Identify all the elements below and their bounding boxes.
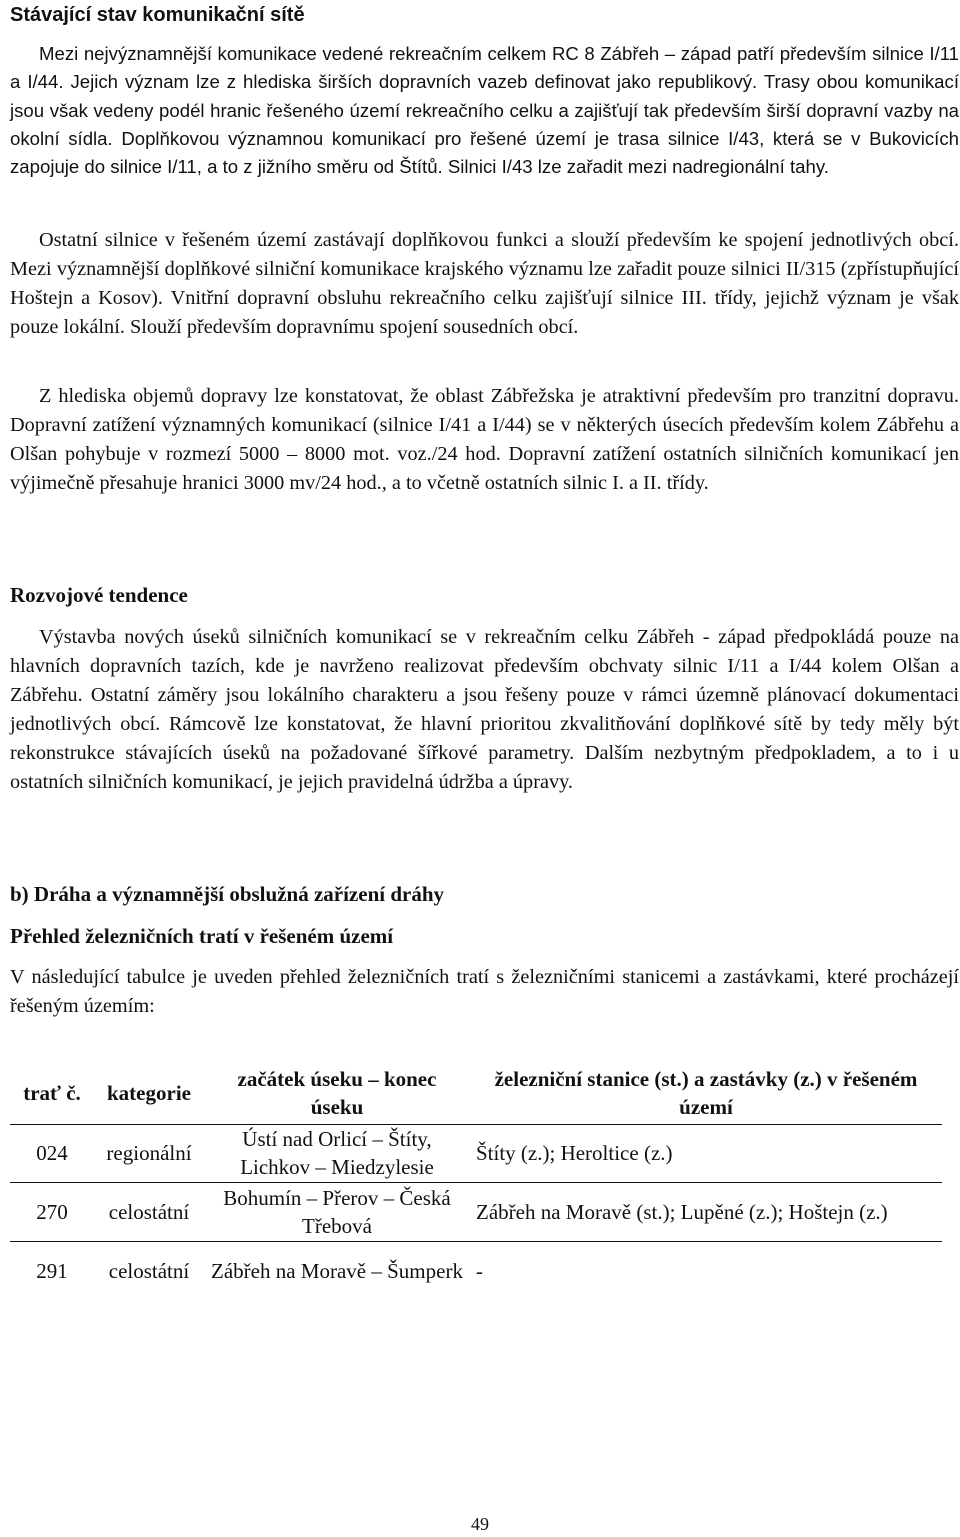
cell-line-number: 270	[36, 1199, 68, 1224]
section-title-existing-network: Stávající stav komunikační sítě	[10, 4, 305, 26]
paragraph-development: Výstavba nových úseků silničních komunikací se v rekreačním celku Zábřeh - západ předpokládá pouze na hlavních dopravních tazích, kde je navrženo realizovat především obchvaty silnic I/11 a I/44 kolem Olšan a Zábřehu. Ostatní záměry jsou lokálního charakteru a jsou řešeny pouze v rámci územně plánovací dokumentaci jednotlivých obcí. Rámcově lze konstatovat, že hlavní prioritou zkvalitňování doplňkové sítě by tedy měly být rekonstrukce stávajících úseků na požadované šířkové parametry. Dalším nezbytným předpokladem, a to i u ostatních silničních komunikací, je jejich pravidelná údržba a úpravy.	[10, 626, 959, 793]
railway-table	[10, 1062, 942, 1300]
cell-line-number: 024	[36, 1141, 68, 1165]
cell-stations: Štíty (z.); Heroltice (z.)	[476, 1141, 673, 1165]
table-row	[10, 1182, 942, 1241]
cell-category: celostátní	[108, 1199, 190, 1224]
header-stations: železniční stanice (st.) a zastávky (z.) v řešeném území	[494, 1066, 918, 1119]
cell-section: Ústí nad Orlicí – Štíty, Lichkov – Miedzylesie	[240, 1127, 434, 1179]
cell-stations: Zábřeh na Moravě (st.); Lupěné (z.); Hoštejn (z.)	[476, 1199, 888, 1224]
paragraph-major-roads: Mezi nejvýznamnější komunikace vedené rekreačním celkem RC 8 Zábřeh – západ patří především silnice I/11 a I/44. Jejich význam lze z hlediska širších dopravních vazeb definovat jako republikový. Trasy obou komunikací jsou však vedeny podél hranic řešeného území rekreačního celku a zajišťují tak především širší dopravní vazby na okolní sídla. Doplňkovou významnou komunikací pro řešené území je trasa silnice I/43, která se v Bukovicích zapojuje do silnice I/11, a to z jižního směru od Štítů. Silnici I/43 lze zařadit mezi nadregionální tahy.	[10, 43, 959, 178]
section-title-railway: b) Dráha a významnější obslužná zařízení dráhy	[10, 882, 445, 906]
section-title-development-trends: Rozvojové tendence	[10, 583, 188, 607]
table-row	[10, 1124, 942, 1182]
header-category: kategorie	[107, 1080, 191, 1105]
header-line-number: trať č.	[23, 1080, 81, 1105]
header-section: začátek úseku – konec úseku	[237, 1066, 437, 1119]
subsection-title-railway-overview: Přehled železničních tratí v řešeném území	[10, 924, 394, 948]
table-header-row	[10, 1062, 942, 1124]
page-number: 49	[471, 1514, 489, 1534]
paragraph-table-intro: V následující tabulce je uveden přehled železničních tratí s železničními stanicemi a zastávkami, které procházejí řešeným územím:	[10, 966, 959, 1017]
paragraph-other-roads: Ostatní silnice v řešeném území zastávají doplňkovou funkci a slouží především ke spojení jednotlivých obcí. Mezi významnější doplňkové silniční komunikace krajského významu lze zařadit pouze silnici II/315 (zpřístupňující Hoštejn a Kosov). Vnitřní dopravní obsluhu rekreačního celku zajišťují silnice III. třídy, jejichž význam je však pouze lokální. Slouží především dopravnímu spojení sousedních obcí.	[10, 229, 959, 338]
paragraph-traffic-volumes: Z hlediska objemů dopravy lze konstatovat, že oblast Zábřežska je atraktivní především pro tranzitní dopravu. Dopravní zatížení významných komunikací (silnice I/41 a I/44) se v některých úsecích především kolem Zábřehu a Olšan pohybuje v rozmezí 5000 – 8000 mot. voz./24 hod. Dopravní zatížení ostatních silničních komunikací jen výjimečně přesahuje hranici 3000 mv/24 hod., a to včetně ostatních silnic I. a II. třídy.	[10, 385, 959, 494]
cell-category: regionální	[106, 1141, 192, 1165]
cell-stations: -	[476, 1258, 483, 1283]
cell-line-number: 291	[36, 1258, 68, 1283]
cell-section: Bohumín – Přerov – Česká Třebová	[223, 1185, 451, 1238]
table-row	[10, 1241, 942, 1300]
cell-section: Zábřeh na Moravě – Šumperk	[211, 1258, 463, 1283]
cell-category: celostátní	[108, 1258, 190, 1283]
